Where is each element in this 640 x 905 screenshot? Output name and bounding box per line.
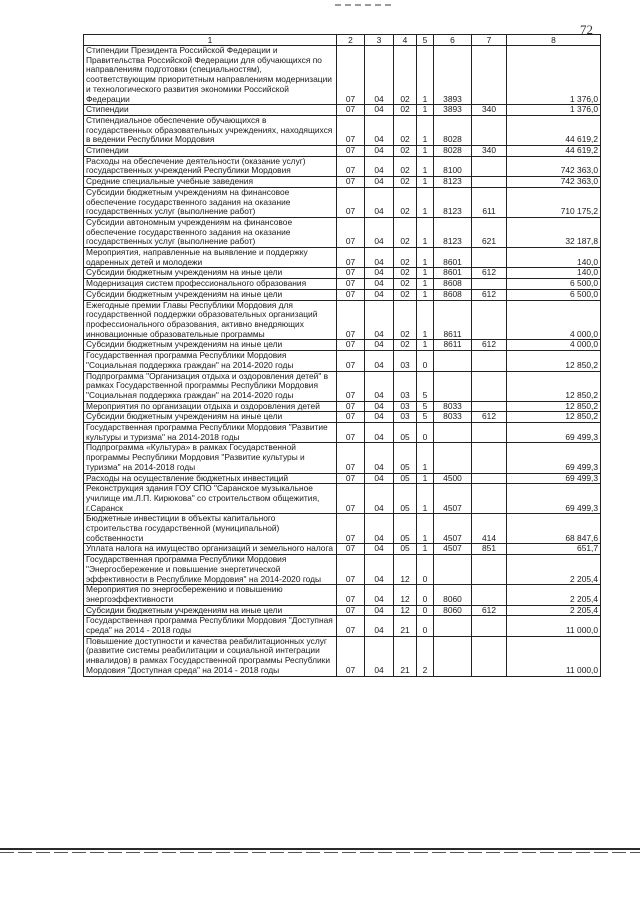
row-amount: 12 850,2 xyxy=(507,401,601,412)
code-section: 07 xyxy=(337,544,365,555)
code-subsection: 04 xyxy=(365,555,394,585)
table-row xyxy=(84,105,601,116)
code-section: 07 xyxy=(337,555,365,585)
code-section: 07 xyxy=(337,146,365,157)
code-section: 07 xyxy=(337,217,365,247)
code-subprogram: 1 xyxy=(417,177,434,188)
code-subprogram: 1 xyxy=(417,443,434,473)
code-expense-type xyxy=(472,616,507,636)
code-subprogram: 0 xyxy=(417,616,434,636)
code-subprogram: 1 xyxy=(417,340,434,351)
row-name: Стипендии xyxy=(84,105,337,116)
table-row xyxy=(84,585,601,605)
row-name: Реконструкция здания ГОУ СПО "Саранское музыкальное училище им.Л.П. Кирюкова" со строительством общежития, г.Саранск xyxy=(84,484,337,514)
code-subsection: 04 xyxy=(365,473,394,484)
code-program: 02 xyxy=(394,146,417,157)
row-name: Субсидии бюджетным учреждениям на иные цели xyxy=(84,340,337,351)
code-subsection: 04 xyxy=(365,605,394,616)
header-cell: 8 xyxy=(507,35,601,46)
code-program: 03 xyxy=(394,351,417,371)
code-subprogram: 1 xyxy=(417,156,434,176)
code-section: 07 xyxy=(337,616,365,636)
code-program: 03 xyxy=(394,371,417,401)
code-section: 07 xyxy=(337,605,365,616)
code-subprogram: 1 xyxy=(417,46,434,105)
table-row xyxy=(84,351,601,371)
code-expense-type xyxy=(472,401,507,412)
row-amount: 11 000,0 xyxy=(507,616,601,636)
row-name: Субсидии бюджетным учреждениям на финансовое обеспечение государственного задания на оказание государственных услуг (выполнение работ) xyxy=(84,187,337,217)
table-row xyxy=(84,412,601,423)
code-subprogram: 1 xyxy=(417,279,434,290)
code-section: 07 xyxy=(337,300,365,340)
code-program: 02 xyxy=(394,268,417,279)
code-section: 07 xyxy=(337,340,365,351)
code-subsection: 04 xyxy=(365,423,394,443)
code-section: 07 xyxy=(337,636,365,676)
row-amount: 6 500,0 xyxy=(507,279,601,290)
code-section: 07 xyxy=(337,484,365,514)
code-subsection: 04 xyxy=(365,177,394,188)
code-article: 8100 xyxy=(434,156,472,176)
code-program: 05 xyxy=(394,473,417,484)
code-subsection: 04 xyxy=(365,351,394,371)
code-subsection: 04 xyxy=(365,616,394,636)
row-amount: 11 000,0 xyxy=(507,636,601,676)
code-program: 05 xyxy=(394,423,417,443)
code-expense-type: 611 xyxy=(472,187,507,217)
code-program: 02 xyxy=(394,115,417,145)
code-subprogram: 1 xyxy=(417,115,434,145)
row-name: Мероприятия, направленные на выявление и поддержку одаренных детей и молодежи xyxy=(84,248,337,268)
code-article: 8123 xyxy=(434,187,472,217)
row-name: Субсидии автономным учреждениям на финансовое обеспечение государственного задания на оказание государственных услуг (выполнение работ) xyxy=(84,217,337,247)
code-subprogram: 1 xyxy=(417,289,434,300)
row-name: Государственная программа Республики Мордовия "Развитие культуры и туризма" на 2014-2018 годы xyxy=(84,423,337,443)
code-subsection: 04 xyxy=(365,217,394,247)
code-program: 05 xyxy=(394,544,417,555)
code-article xyxy=(434,443,472,473)
budget-table xyxy=(83,34,601,677)
header-cell: 3 xyxy=(365,35,394,46)
code-subsection: 04 xyxy=(365,46,394,105)
code-expense-type xyxy=(472,443,507,473)
table-row xyxy=(84,217,601,247)
code-article: 8060 xyxy=(434,585,472,605)
code-article xyxy=(434,351,472,371)
code-section: 07 xyxy=(337,279,365,290)
divider xyxy=(0,848,640,850)
row-name: Мероприятия по организации отдыха и оздоровления детей xyxy=(84,401,337,412)
code-article: 8123 xyxy=(434,177,472,188)
code-article xyxy=(434,371,472,401)
row-name: Стипендиальное обеспечение обучающихся в государственных образовательных учреждениях, находящихся в ведении Республики Мордовия xyxy=(84,115,337,145)
table-row xyxy=(84,423,601,443)
code-expense-type xyxy=(472,115,507,145)
code-subsection: 04 xyxy=(365,401,394,412)
code-program: 21 xyxy=(394,616,417,636)
row-name: Стипендии xyxy=(84,146,337,157)
code-subsection: 04 xyxy=(365,268,394,279)
row-amount: 742 363,0 xyxy=(507,156,601,176)
row-name: Повышение доступности и качества реабилитационных услуг (развитие системы реабилитации и социальной интеграции инвалидов) в рамках Государственной программы Республики Мордовия "Доступная среда" на 2014 - 2018 годы xyxy=(84,636,337,676)
code-section: 07 xyxy=(337,514,365,544)
code-subprogram: 1 xyxy=(417,217,434,247)
header-cell: 1 xyxy=(84,35,337,46)
code-article: 4507 xyxy=(434,544,472,555)
table-row xyxy=(84,605,601,616)
code-subprogram: 5 xyxy=(417,371,434,401)
row-amount: 69 499,3 xyxy=(507,473,601,484)
row-name: Расходы на обеспечение деятельности (оказание услуг) государственных учреждений Республики Мордовия xyxy=(84,156,337,176)
header-row xyxy=(84,35,601,46)
code-subsection: 04 xyxy=(365,248,394,268)
code-subsection: 04 xyxy=(365,412,394,423)
code-article: 4507 xyxy=(434,514,472,544)
row-name: Подпрограмма «Культура» в рамках Государственной программы Республики Мордовия "Развитие культуры и туризма" на 2014-2018 годы xyxy=(84,443,337,473)
table-row xyxy=(84,46,601,105)
code-subprogram: 1 xyxy=(417,473,434,484)
row-amount: 2 205,4 xyxy=(507,605,601,616)
table-row xyxy=(84,636,601,676)
header-cell: 5 xyxy=(417,35,434,46)
code-article: 8608 xyxy=(434,289,472,300)
code-program: 12 xyxy=(394,585,417,605)
code-article xyxy=(434,423,472,443)
row-amount: 44 619,2 xyxy=(507,115,601,145)
code-expense-type: 414 xyxy=(472,514,507,544)
code-expense-type: 621 xyxy=(472,217,507,247)
scan-artifact-top xyxy=(335,4,395,6)
table-row xyxy=(84,300,601,340)
row-amount: 2 205,4 xyxy=(507,585,601,605)
code-expense-type xyxy=(472,177,507,188)
row-amount: 12 850,2 xyxy=(507,351,601,371)
code-subprogram: 1 xyxy=(417,187,434,217)
row-name: Ежегодные премии Главы Республики Мордовия для государственной поддержки образовательных организаций профессионального образования, активно внедряющих инновационные образовательные программы xyxy=(84,300,337,340)
code-program: 02 xyxy=(394,156,417,176)
code-subsection: 04 xyxy=(365,279,394,290)
code-article: 8601 xyxy=(434,248,472,268)
table-row xyxy=(84,187,601,217)
code-article xyxy=(434,555,472,585)
code-subsection: 04 xyxy=(365,514,394,544)
row-amount: 69 499,3 xyxy=(507,484,601,514)
code-subprogram: 5 xyxy=(417,412,434,423)
code-program: 05 xyxy=(394,514,417,544)
code-subsection: 04 xyxy=(365,636,394,676)
code-article: 8601 xyxy=(434,268,472,279)
code-program: 02 xyxy=(394,340,417,351)
code-article: 4500 xyxy=(434,473,472,484)
code-subprogram: 5 xyxy=(417,401,434,412)
code-section: 07 xyxy=(337,156,365,176)
code-article: 8123 xyxy=(434,217,472,247)
row-amount: 12 850,2 xyxy=(507,412,601,423)
row-name: Государственная программа Республики Мордовия "Доступная среда" на 2014 - 2018 годы xyxy=(84,616,337,636)
row-amount: 1 376,0 xyxy=(507,105,601,116)
code-article xyxy=(434,636,472,676)
code-article: 4507 xyxy=(434,484,472,514)
divider xyxy=(0,852,640,853)
code-expense-type xyxy=(472,585,507,605)
code-expense-type: 612 xyxy=(472,605,507,616)
row-amount: 140,0 xyxy=(507,268,601,279)
code-section: 07 xyxy=(337,105,365,116)
row-amount: 32 187,8 xyxy=(507,217,601,247)
code-subprogram: 0 xyxy=(417,351,434,371)
row-amount: 68 847,6 xyxy=(507,514,601,544)
code-program: 02 xyxy=(394,46,417,105)
code-program: 02 xyxy=(394,289,417,300)
row-name: Модернизация систем профессионального образования xyxy=(84,279,337,290)
row-amount: 4 000,0 xyxy=(507,340,601,351)
table-row xyxy=(84,279,601,290)
code-article: 8611 xyxy=(434,300,472,340)
row-amount: 2 205,4 xyxy=(507,555,601,585)
row-name: Средние специальные учебные заведения xyxy=(84,177,337,188)
code-subprogram: 2 xyxy=(417,636,434,676)
table-row xyxy=(84,401,601,412)
row-name: Государственная программа Республики Мордовия "Энергосбережение и повышение энергетической эффективности в Республике Мордовия" на 2014-2020 годы xyxy=(84,555,337,585)
code-subsection: 04 xyxy=(365,300,394,340)
row-amount: 12 850,2 xyxy=(507,371,601,401)
code-expense-type xyxy=(472,279,507,290)
table-row xyxy=(84,484,601,514)
code-section: 07 xyxy=(337,115,365,145)
row-amount: 742 363,0 xyxy=(507,177,601,188)
code-subprogram: 0 xyxy=(417,555,434,585)
code-subsection: 04 xyxy=(365,156,394,176)
code-section: 07 xyxy=(337,187,365,217)
code-subsection: 04 xyxy=(365,585,394,605)
code-expense-type xyxy=(472,555,507,585)
code-article xyxy=(434,616,472,636)
code-section: 07 xyxy=(337,268,365,279)
code-subprogram: 1 xyxy=(417,514,434,544)
code-subsection: 04 xyxy=(365,105,394,116)
code-expense-type xyxy=(472,473,507,484)
row-name: Субсидии бюджетным учреждениям на иные цели xyxy=(84,289,337,300)
code-subsection: 04 xyxy=(365,289,394,300)
table-row xyxy=(84,544,601,555)
code-expense-type: 851 xyxy=(472,544,507,555)
code-expense-type xyxy=(472,156,507,176)
header-cell: 2 xyxy=(337,35,365,46)
code-subsection: 04 xyxy=(365,340,394,351)
table-row xyxy=(84,248,601,268)
code-expense-type xyxy=(472,351,507,371)
table-row xyxy=(84,177,601,188)
code-subsection: 04 xyxy=(365,371,394,401)
row-name: Подпрограмма "Организация отдыха и оздоровления детей" в рамках Государственной программы Республики Мордовия "Социальная поддержка граждан" на 2014-2020 годы xyxy=(84,371,337,401)
code-program: 02 xyxy=(394,105,417,116)
code-program: 12 xyxy=(394,605,417,616)
code-article: 3893 xyxy=(434,46,472,105)
code-article: 8028 xyxy=(434,146,472,157)
table-body xyxy=(84,46,601,677)
table-row xyxy=(84,514,601,544)
code-expense-type xyxy=(472,248,507,268)
code-program: 02 xyxy=(394,248,417,268)
code-section: 07 xyxy=(337,46,365,105)
code-subsection: 04 xyxy=(365,544,394,555)
row-name: Стипендии Президента Российской Федерации и Правительства Российской Федерации для обучающихся по направлениям подготовки (специальностям), соответствующим приоритетным направлениям модернизации и технологического развития экономики Российской Федерации xyxy=(84,46,337,105)
code-article: 8611 xyxy=(434,340,472,351)
code-program: 02 xyxy=(394,217,417,247)
code-article: 8033 xyxy=(434,401,472,412)
code-section: 07 xyxy=(337,423,365,443)
row-name: Государственная программа Республики Мордовия "Социальная поддержка граждан" на 2014-2020 годы xyxy=(84,351,337,371)
header-cell: 7 xyxy=(472,35,507,46)
code-article: 8028 xyxy=(434,115,472,145)
row-name: Субсидии бюджетным учреждениям на иные цели xyxy=(84,605,337,616)
code-subsection: 04 xyxy=(365,443,394,473)
code-subprogram: 1 xyxy=(417,268,434,279)
code-expense-type xyxy=(472,371,507,401)
table-row xyxy=(84,616,601,636)
code-article: 8033 xyxy=(434,412,472,423)
code-subprogram: 1 xyxy=(417,484,434,514)
code-subsection: 04 xyxy=(365,484,394,514)
code-article: 8060 xyxy=(434,605,472,616)
row-amount: 44 619,2 xyxy=(507,146,601,157)
code-program: 03 xyxy=(394,412,417,423)
code-program: 02 xyxy=(394,279,417,290)
code-expense-type: 340 xyxy=(472,105,507,116)
row-amount: 6 500,0 xyxy=(507,289,601,300)
code-section: 07 xyxy=(337,289,365,300)
code-subsection: 04 xyxy=(365,187,394,217)
code-expense-type xyxy=(472,636,507,676)
code-subprogram: 1 xyxy=(417,146,434,157)
code-expense-type: 612 xyxy=(472,289,507,300)
code-subprogram: 1 xyxy=(417,300,434,340)
code-section: 07 xyxy=(337,248,365,268)
row-amount: 1 376,0 xyxy=(507,46,601,105)
code-program: 05 xyxy=(394,443,417,473)
table-row xyxy=(84,146,601,157)
code-section: 07 xyxy=(337,401,365,412)
code-expense-type: 612 xyxy=(472,268,507,279)
code-section: 07 xyxy=(337,177,365,188)
table-row xyxy=(84,289,601,300)
code-section: 07 xyxy=(337,585,365,605)
code-section: 07 xyxy=(337,412,365,423)
row-amount: 4 000,0 xyxy=(507,300,601,340)
code-subsection: 04 xyxy=(365,146,394,157)
table-row xyxy=(84,473,601,484)
row-amount: 69 499,3 xyxy=(507,423,601,443)
code-expense-type: 612 xyxy=(472,340,507,351)
row-name: Уплата налога на имущество организаций и земельного налога xyxy=(84,544,337,555)
code-subprogram: 0 xyxy=(417,423,434,443)
table-row xyxy=(84,371,601,401)
code-subprogram: 1 xyxy=(417,105,434,116)
code-section: 07 xyxy=(337,443,365,473)
table-row xyxy=(84,156,601,176)
code-section: 07 xyxy=(337,371,365,401)
row-amount: 710 175,2 xyxy=(507,187,601,217)
row-name: Расходы на осуществление бюджетных инвестиций xyxy=(84,473,337,484)
code-program: 02 xyxy=(394,300,417,340)
row-name: Мероприятия по энергосбережению и повышению энергоэффективности xyxy=(84,585,337,605)
code-subprogram: 0 xyxy=(417,605,434,616)
code-article: 3893 xyxy=(434,105,472,116)
row-amount: 651,7 xyxy=(507,544,601,555)
row-name: Бюджетные инвестиции в объекты капитального строительства государственной (муниципальной) собственности xyxy=(84,514,337,544)
code-subprogram: 0 xyxy=(417,585,434,605)
row-name: Субсидии бюджетным учреждениям на иные цели xyxy=(84,268,337,279)
row-amount: 69 499,3 xyxy=(507,443,601,473)
code-program: 02 xyxy=(394,177,417,188)
code-article: 8608 xyxy=(434,279,472,290)
code-expense-type xyxy=(472,300,507,340)
code-expense-type: 612 xyxy=(472,412,507,423)
code-section: 07 xyxy=(337,473,365,484)
table-row xyxy=(84,555,601,585)
code-program: 12 xyxy=(394,555,417,585)
code-subprogram: 1 xyxy=(417,248,434,268)
code-expense-type xyxy=(472,423,507,443)
code-expense-type xyxy=(472,46,507,105)
code-subprogram: 1 xyxy=(417,544,434,555)
page-number: 72 xyxy=(580,22,593,37)
header-cell: 6 xyxy=(434,35,472,46)
header-cell: 4 xyxy=(394,35,417,46)
code-expense-type xyxy=(472,484,507,514)
table-row xyxy=(84,268,601,279)
row-name: Субсидии бюджетным учреждениям на иные цели xyxy=(84,412,337,423)
code-expense-type: 340 xyxy=(472,146,507,157)
table-row xyxy=(84,443,601,473)
code-program: 05 xyxy=(394,484,417,514)
code-program: 02 xyxy=(394,187,417,217)
table-row xyxy=(84,340,601,351)
code-section: 07 xyxy=(337,351,365,371)
code-program: 03 xyxy=(394,401,417,412)
row-amount: 140,0 xyxy=(507,248,601,268)
code-program: 21 xyxy=(394,636,417,676)
code-subsection: 04 xyxy=(365,115,394,145)
table-row xyxy=(84,115,601,145)
